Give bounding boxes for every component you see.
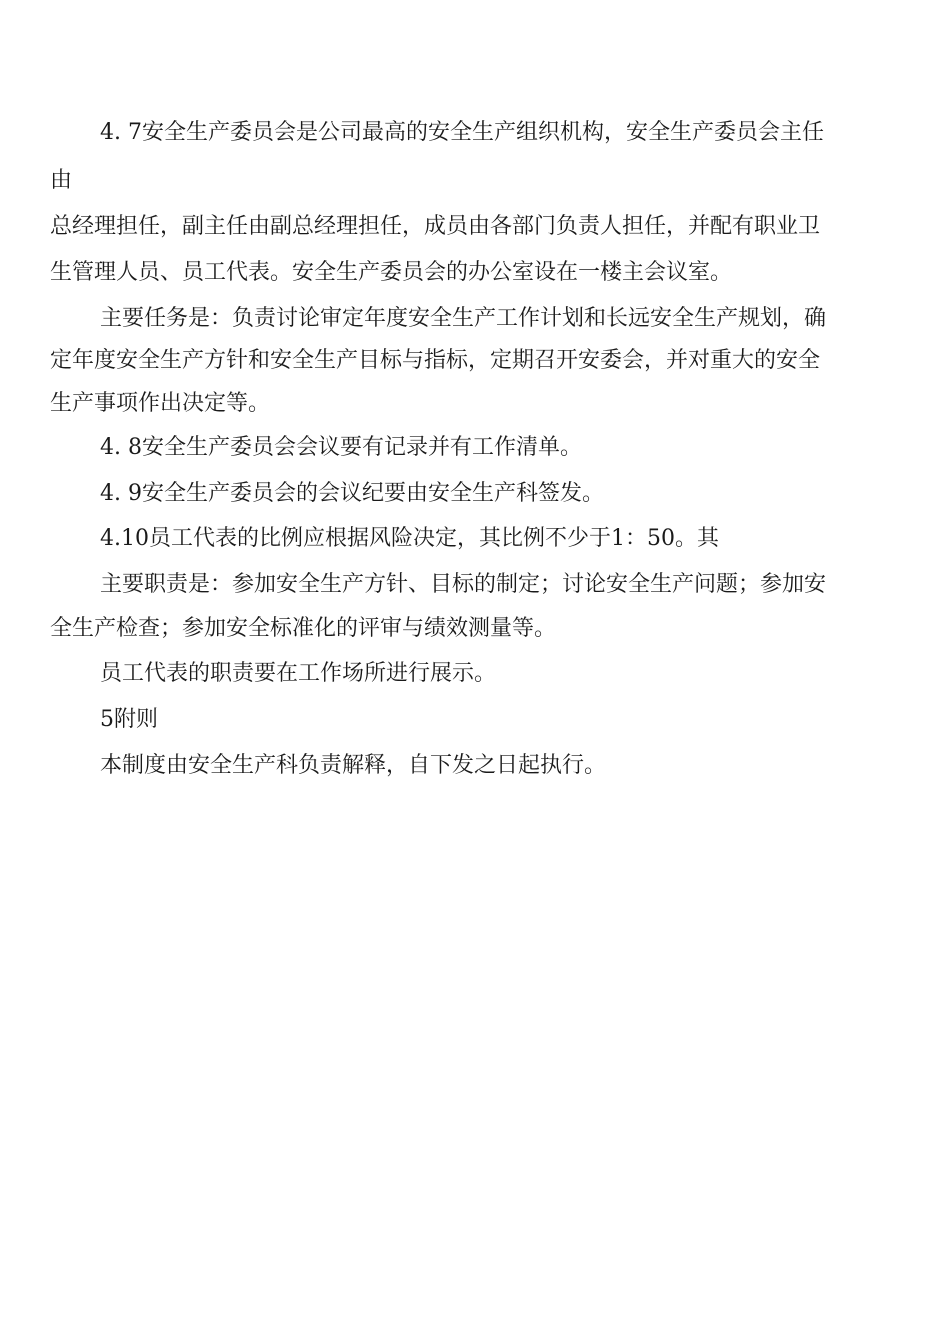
text-line: 由 <box>50 168 73 193</box>
text-line: 定年度安全生产方针和安全生产目标与指标，定期召开安委会，并对重大的安全 <box>50 348 821 373</box>
text-line: 生管理人员、员工代表。安全生产委员会的办公室设在一楼主会议室。 <box>50 260 733 285</box>
text-line: 总经理担任，副主任由副总经理担任，成员由各部门负责人担任，并配有职业卫 <box>50 214 821 239</box>
text-line: 生产事项作出决定等。 <box>50 391 271 416</box>
text-line: 4.10员工代表的比例应根据风险决定，其比例不少于1：50。其 <box>100 526 719 551</box>
section-heading: 5附则 <box>100 707 158 732</box>
text-line: 员工代表的职责要在工作场所进行展示。 <box>100 661 497 686</box>
text-line: 本制度由安全生产科负责解释，自下发之日起执行。 <box>100 753 607 778</box>
text-line: 4. 8安全生产委员会会议要有记录并有工作清单。 <box>100 435 582 460</box>
text-line: 4. 7安全生产委员会是公司最高的安全生产组织机构，安全生产委员会主任 <box>100 120 824 145</box>
text-line: 主要职责是：参加安全生产方针、目标的制定；讨论安全生产问题；参加安 <box>100 572 827 597</box>
text-line: 全生产检查；参加安全标准化的评审与绩效测量等。 <box>50 616 557 641</box>
text-line: 4. 9安全生产委员会的会议纪要由安全生产科签发。 <box>100 481 604 506</box>
text-line: 主要任务是：负责讨论审定年度安全生产工作计划和长远安全生产规划，确 <box>100 306 827 331</box>
